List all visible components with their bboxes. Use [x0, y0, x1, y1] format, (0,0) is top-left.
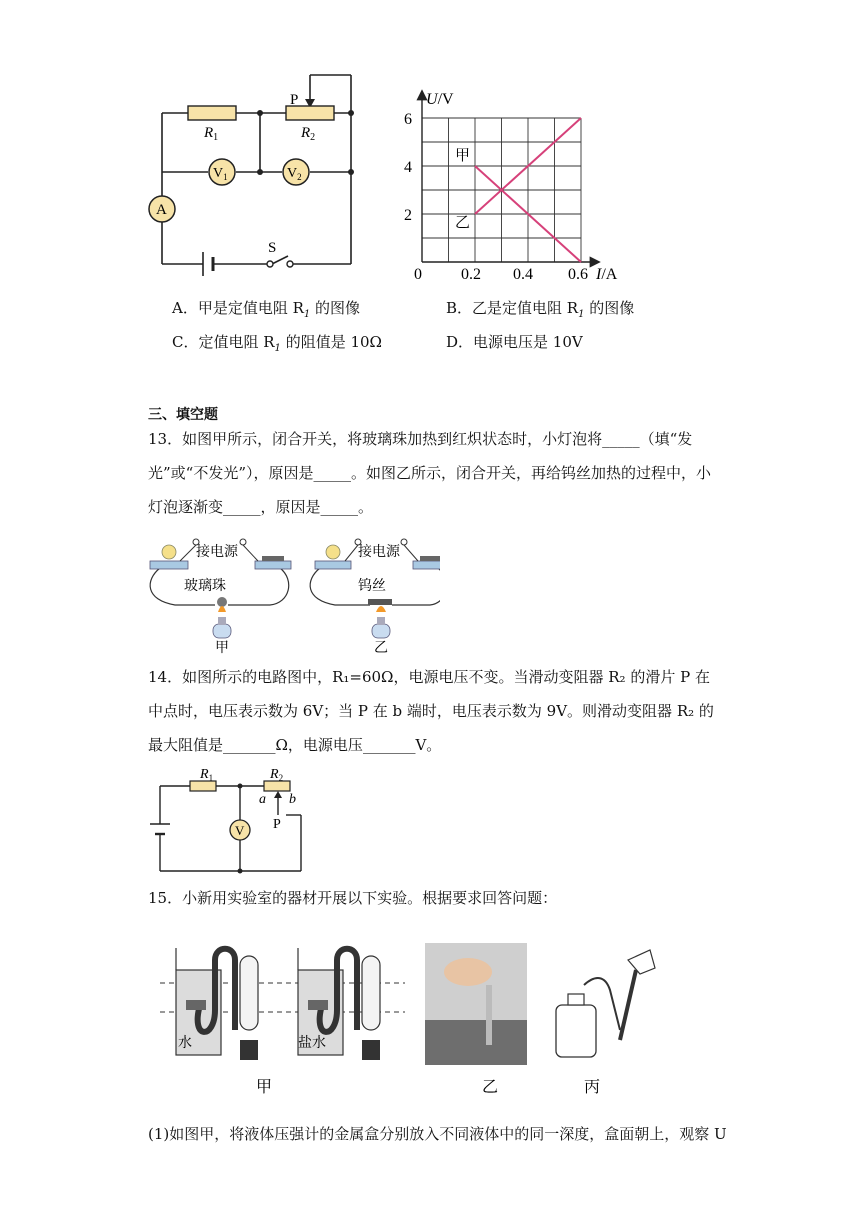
svg-text:P: P	[273, 817, 281, 832]
svg-text:钨丝: 钨丝	[358, 579, 386, 594]
q14-circuit-diagram	[140, 762, 320, 877]
svg-text:甲: 甲	[256, 1079, 273, 1096]
q15-text: 15．小新用实验室的器材开展以下实验。根据要求回答问题：	[148, 889, 558, 907]
slider-label: P	[290, 92, 299, 108]
svg-text:接电源: 接电源	[358, 545, 400, 560]
svg-text:R2: $R_2$	[270, 767, 284, 783]
section-heading: 三、填空题	[148, 407, 218, 423]
svg-text:盐水: 盐水	[298, 1036, 326, 1051]
svg-text:乙: 乙	[482, 1079, 499, 1096]
svg-text:乙: 乙	[374, 641, 388, 656]
label-yi: 乙	[455, 215, 471, 231]
q12-circuit-diagram	[140, 68, 370, 278]
option-d[interactable]: D．电源电压是 10V	[446, 333, 583, 351]
svg-text:A: A	[156, 202, 167, 218]
svg-text:4: 4	[404, 159, 412, 176]
svg-text:a: a	[259, 792, 266, 807]
svg-text:0.2: 0.2	[461, 266, 481, 283]
q13-figures	[140, 535, 440, 657]
option-c[interactable]: C．定值电阻 $R_1$ 的阻值是 10Ω	[172, 333, 382, 354]
svg-text:0: 0	[414, 266, 422, 283]
svg-text:接电源: 接电源	[196, 545, 238, 560]
svg-text:0.4: 0.4	[513, 266, 533, 283]
svg-text:R2: $R_2$	[301, 125, 316, 143]
svg-text:V2: $V_2$	[287, 166, 302, 182]
option-b[interactable]: B．乙是定值电阻 $R_1$ 的图像	[446, 299, 635, 320]
svg-text:2: 2	[404, 207, 412, 224]
q13-text: 13．如图甲所示，闭合开关，将玻璃珠加热到红炽状态时，小灯泡将_____（填“发光”或“不发光”），原因是_____。如图乙所示，闭合开关，再给钨丝加热的过程中，小灯泡逐渐变_____，原因是_____。	[148, 430, 712, 516]
svg-text:6: 6	[404, 111, 412, 128]
svg-text:V1: $V_1$	[213, 166, 228, 182]
svg-text:S: S	[268, 240, 277, 256]
svg-text:甲: 甲	[215, 641, 229, 656]
svg-text:水: 水	[178, 1036, 192, 1051]
svg-text:I/A: I/A	[596, 266, 618, 283]
svg-text:V: V	[235, 823, 245, 838]
svg-text:R1: $R_1$	[204, 125, 219, 143]
y-axis-unit: /V	[437, 91, 454, 108]
svg-text:b: b	[289, 792, 296, 807]
q12-ui-graph	[400, 80, 640, 285]
svg-text:R1: $R_1$	[200, 767, 214, 783]
q15-figures	[150, 938, 670, 1100]
svg-text:丙: 丙	[584, 1079, 601, 1096]
svg-text:0.6: 0.6	[568, 266, 588, 283]
svg-text:玻璃珠: 玻璃珠	[184, 579, 226, 594]
option-a[interactable]: A．甲是定值电阻 $R_1$ 的图像	[172, 299, 361, 320]
q15-sub1: (1)如图甲，将液体压强计的金属盒分别放入不同液体中的同一深度，盒面朝上，观察 U	[148, 1125, 727, 1143]
q14-text: 14．如图所示的电路图中，R₁=60Ω，电源电压不变。当滑动变阻器 R₂ 的滑片 P 在中点时，电压表示数为 6V；当 P 在 b 端时，电压表示数为 9V。则滑动变阻器 R₂ 的最大阻值是_______Ω，电源电压_______V。	[148, 668, 714, 754]
label-jia: 甲	[455, 148, 471, 164]
svg-text:U/V: U/V	[426, 91, 454, 108]
